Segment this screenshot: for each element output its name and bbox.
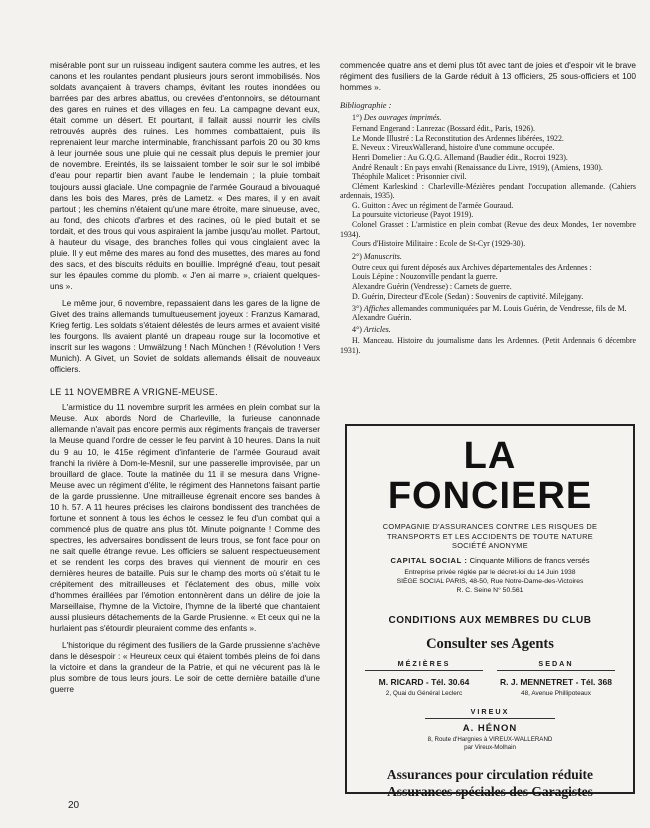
capital-label: CAPITAL SOCIAL : <box>390 555 468 565</box>
la-fonciere-advertisement <box>345 424 635 799</box>
left-column <box>50 60 320 696</box>
agent-address: 2, Quai du Général Leclerc <box>385 689 463 697</box>
agents-row <box>365 659 615 697</box>
subheading-title: Affiches <box>363 304 390 314</box>
paragraph-regiment-history: L'historique du régiment des fusiliers de la Garde prussienne s'achève dans le désespoir : « Heureux ceux qui étaient tombés pleins de foi dans la victoire et dans la grandeur de la Patrie, et qui ne vécurent pas là le plus sombre de tous leurs jours. Le soir de cette dernière bataille d'une guerre <box>50 640 320 695</box>
bibliography-entry: Cours d'Histoire Militaire : Ecole de St-Cyr (1929-30). <box>352 239 526 249</box>
subheading-number: 2°) <box>352 251 362 261</box>
ad-legal-line: SIÈGE SOCIAL PARIS, 48-50, Rue Notre-Dame-des-Victoires <box>396 577 584 585</box>
bibliography <box>340 101 636 355</box>
agent-name: R. J. MENNETRET - Tél. 368 <box>500 676 612 687</box>
bibliography-entry: G. Guitton : Avec un régiment de l'armée Gouraud. <box>352 200 514 210</box>
agent-address: par Vireux-Molhain <box>464 743 516 751</box>
agent-mezieres <box>365 659 483 697</box>
bibliography-entry: La poursuite victorieuse (Payot 1919). <box>352 210 474 220</box>
paragraph-german-trains: Le même jour, 6 novembre, repassaient dans les gares de la ligne de Givet des trains allemands tumultueusement joyeux : Franzus Kamarad, Krieg fertig. Les soldats s'étaient délestés de leurs armes et avaient visité les fourgons. Ils avaient planté un drapeau rouge sur la locomotive et inscrit sur les wagons : Umwälzung ! Nach München ! (Révolution ! Vers Munich). A Givet, un Soviet de soldats allemands élisait de nouveaux officiers. <box>50 297 320 375</box>
agent-name: A. HÉNON <box>462 722 518 734</box>
bibliography-entry: H. Manceau. Histoire du journalisme dans les Ardennes. (Petit Ardennais 6 décembre 1931). <box>340 336 636 355</box>
bibliography-entry: Outre ceux qui furent déposés aux Archives départementales des Ardennes : <box>352 262 592 272</box>
agent-city: MÉZIÈRES <box>365 659 483 671</box>
ad-description-line: SOCIÉTÉ ANONYME <box>452 541 528 551</box>
ad-description-line: TRANSPORTS ET LES ACCIDENTS DE TOUTE NATURE <box>386 531 594 541</box>
agent-sedan <box>497 659 615 697</box>
paragraph-continuation: commencée quatre ans et demi plus tôt avec tant de joies et d'espoir vit le brave régiment des fusiliers de la Garde réduit à 13 officiers, 25 sous-officiers et 100 hommes ». <box>340 60 636 93</box>
ad-title: LA FONCIERE <box>387 435 593 517</box>
ad-legal-line: R. C. Seine N° 50.561 <box>456 586 524 594</box>
subheading-text: allemandes communiquées par M. Louis Guérin, de Vendresse, fils de M. Alexandre Guérin. <box>352 304 627 323</box>
paragraph-armistice: L'armistice du 11 novembre surprit les armées en plein combat sur la Meuse. Aux abords Nord de Charleville, la furieuse canonnade allemande n'avait pas encore permis aux régiments français de traverser la Meuse quand l'ordre de cesser le feu parvint à 10 heures. Dans la nuit du 9 au 10, le 415e régiment d'infanterie de l'armée Gouraud avait franchi la rivière à Dom-le-Mesnil, sur une passerelle improvisée, par un brouillard de glace. Toute la matinée du 11 il se mesura dans Vrigne-Meuse avec un régiment d'élite, le régiment des Hannetons faisant partie de la garde prussienne. Une mitrailleuse égrenait encore ses bandes à 10 h. 57. A 11 heures précises les clairons bondissent des tranchées de fortune et sonnent à tous les échos le cessez le feu d'un combat qui a commencé plus de quatre ans plus tôt. Minute poignante ! Comme des spectres, les adversaires bondissent de leurs trous, se font face pour on ne sait quelle étrange revue. Les officiers se saluent respectueusement et se rendent les corps des braves qui viennent de mourir en ces dernières heures de bataille. Puis sur le champ des morts où s'était tu le crépitement des mitrailleuses et l'éclatement des obus, mille voix d'hommes éraillées par l'émotion entonnèrent dans un délire de joie la Marseillaise, l'hymne de la Victoire, l'hymne de la liberté que chantaient aussi plusieurs détachements de la Garde Prusienne. « Et ceux qui ne la hurlaient pas s'étourdir pleuraient comme des enfants ». <box>50 402 320 634</box>
bibliography-subheading-articles <box>352 325 636 334</box>
agent-name: M. RICARD - Tél. 30.64 <box>378 676 470 687</box>
capital-value: Cinquante Millions de francs versés <box>469 555 590 565</box>
page-number: 20 <box>68 800 80 811</box>
ad-tagline: Assurances pour circulation réduite <box>386 766 594 782</box>
section-title-vrigne-meuse: LE 11 NOVEMBRE A VRIGNE-MEUSE. <box>50 387 218 398</box>
bibliography-subheading-posters <box>352 304 636 322</box>
subheading-title: Des ouvrages imprimés. <box>363 113 442 123</box>
subheading-number: 4°) <box>352 325 362 335</box>
bibliography-entry: Colonel Grasset : L'armistice en plein combat (Revue des deux Mondes, 1er novembre 1934). <box>340 220 636 239</box>
ad-conditions: CONDITIONS AUX MEMBRES DU CLUB <box>388 614 592 626</box>
bibliography-entry: Fernand Engerand : Lanrezac (Bossard édit., Paris, 1926). <box>352 124 535 134</box>
bibliography-entry: D. Guérin, Directeur d'Ecole (Sedan) : Souvenirs de captivité. Milejgany. <box>352 291 584 301</box>
paragraph-march: misérable pont sur un ruisseau indigent sautera comme les autres, et les canons et les roulantes pendant plusieurs jours seront immobilisés. Nos soldats avançaient à travers champs, évitant les routes inondées ou barrées par des arbres abattus, ou crevées d'entonnoirs, se détournant des gares en ruines et des villages en feu. La campagne devant eux, était comme un désert. Et pourtant, il fallait aussi nourrir les civils retrouvés auprès des ruines. Les hommes combattaient, puis ils reprenaient leur marche interminable, franchissant parfois 20 ou 30 kms à leur journée sous une pluie qui ne cessait plus depuis le premier jour de novembre. Ereintés, ils se laissaient tomber le soir sur le sol imbibé d'eau pour repartir bien avant l'aube le lendemain ; la pluie tombait toujours aussi glaciale. Une compagnie de l'armée Gouraud a bivouaqué dans les bois des Mares, près de Lametz. « Des mares, il y en avait partout ; les chemins n'étaient qu'une mare étroite, mare sinueuse, avec, au fond, des chicots d'arbres et des racines, où le pied butait et se tordait, et des trous qui vous aspiraient la jambe jusqu'au mollet. Partout, à hauteur du visage, des branches folles qui vous cinglaient avec la pluie. Il y eut même des mares au fond des musettes, des mares au fond des sacs, et des biscuits réduits en bouillie. Imprégné d'eau, tout pesait sur les épaules comme du plomb. « J'en ai marre », criaient quelques-uns ». <box>50 60 320 291</box>
bibliography-subheading-manuscripts <box>352 252 636 261</box>
ad-description-line: COMPAGNIE D'ASSURANCES CONTRE LES RISQUES DE <box>382 522 598 531</box>
bibliography-entry: Théophile Malicet : Prisonnier civil. <box>352 172 467 182</box>
bibliography-heading: Bibliographie : <box>340 101 392 111</box>
subheading-number: 3°) <box>352 304 362 314</box>
subheading-title: Manuscrits. <box>363 251 402 261</box>
right-column <box>340 60 636 355</box>
agent-address: 48, Avenue Phillipoteaux <box>521 689 591 697</box>
bibliography-entry: Clément Karleskind : Charleville-Mézières pendant l'occupation allemande. (Cahiers ardennais, 1935). <box>340 181 636 201</box>
bibliography-entry: André Renault : En pays envahi (Renaissance du Livre, 1919), (Amiens, 1930). <box>352 162 603 172</box>
bibliography-entry: Louis Lépine : Nouzonville pendant la guerre. <box>352 272 498 282</box>
subheading-title: Articles. <box>363 325 391 335</box>
ad-consult-agents: Consulter ses Agents <box>426 635 554 652</box>
bibliography-entry: Henri Domelier : Au G.Q.G. Allemand (Baudier édit., Rocroi 1923). <box>352 152 568 162</box>
agent-address: 8, Route d'Hargnies à VIREUX-WALLERAND <box>427 735 553 743</box>
ad-tagline: Assurances spéciales des Garagistes <box>387 783 593 799</box>
ad-taglines <box>361 766 619 800</box>
agent-city: SEDAN <box>497 659 615 671</box>
ad-capital <box>361 556 619 565</box>
agent-vireux <box>425 707 555 752</box>
bibliography-entry: Le Monde Illustré : La Reconstitution des Ardennes libérées, 1922. <box>352 133 564 143</box>
agent-city: VIREUX <box>425 707 555 719</box>
subheading-number: 1°) <box>352 113 362 123</box>
bibliography-subheading-printed <box>352 113 636 122</box>
ad-legal-line: Entreprise privée réglée par le décret-loi du 14 Juin 1938 <box>404 568 576 576</box>
bibliography-entry: E. Neveux : VireuxWallerand, histoire d'une commune occupée. <box>352 143 555 153</box>
bibliography-entry: Alexandre Guérin (Vendresse) : Carnets de guerre. <box>352 282 512 292</box>
